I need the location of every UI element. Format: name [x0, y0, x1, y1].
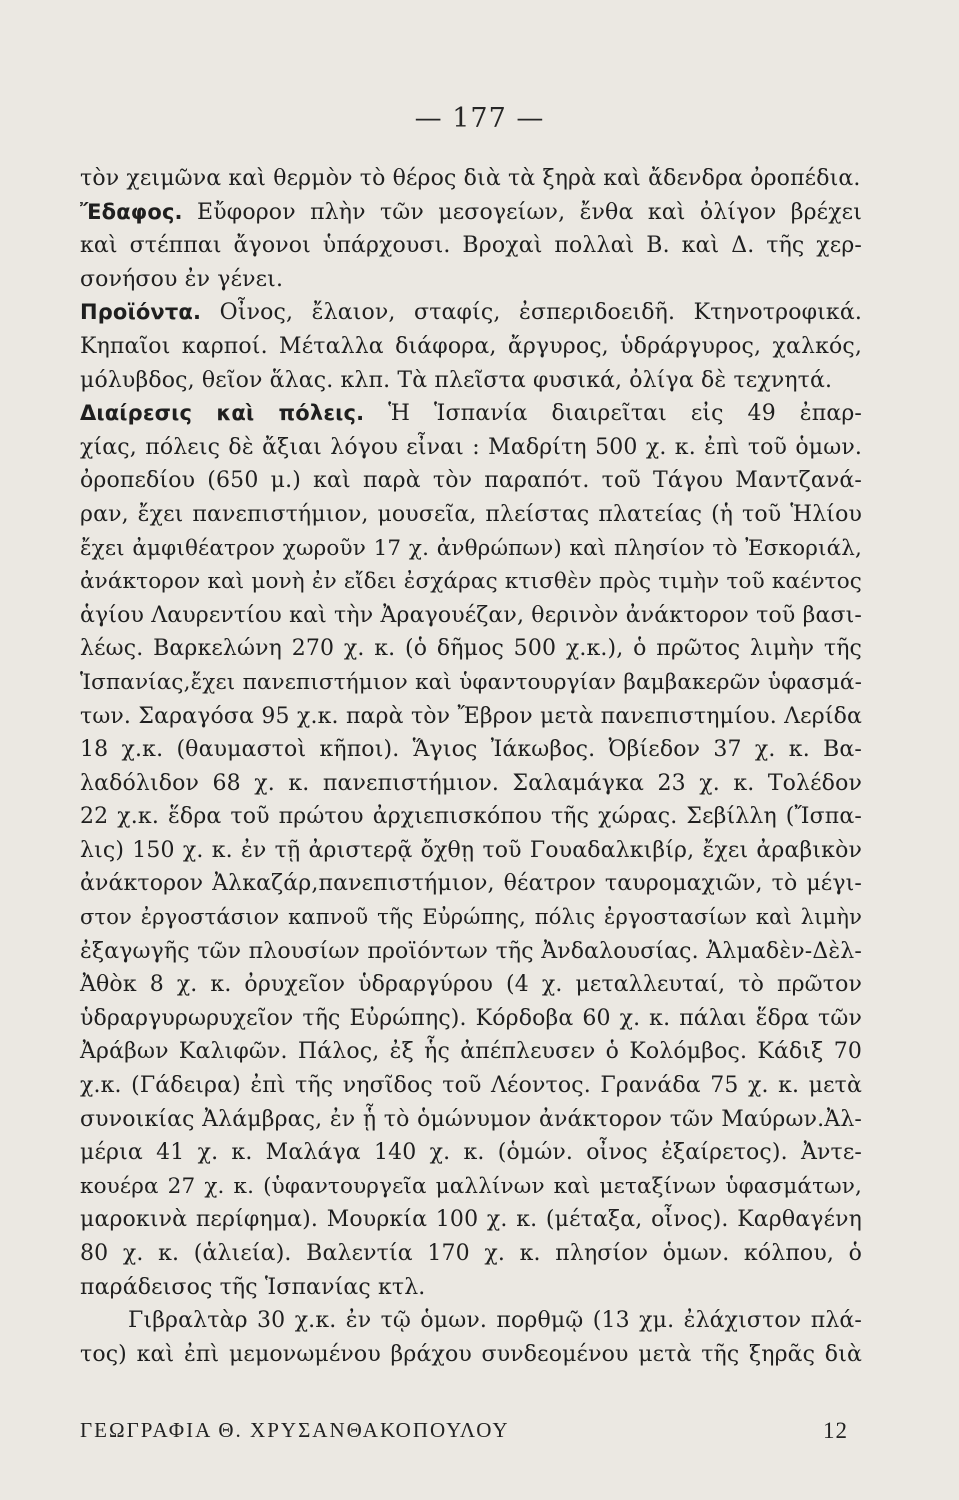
- page-number: — 177 —: [414, 103, 545, 134]
- line-text: ἀνάκτορον καὶ μονὴ ἐν εἴδει ἐσχάρας κτισθὲν πρὸς τιμὴν τοῦ καέντος: [80, 569, 862, 595]
- line-text: παράδεισος τῆς Ἱσπανίας κτλ.: [80, 1274, 426, 1300]
- text-line: [80, 1069, 862, 1103]
- text-line: [80, 767, 862, 801]
- text-line: [80, 498, 862, 532]
- text-line: [80, 1271, 862, 1305]
- text-line: [80, 867, 862, 901]
- text-line: [80, 968, 862, 1002]
- line-text: ἁγίου Λαυρεντίου καὶ τὴν Ἀραγουέζαν, θερινὸν ἀνάκτορον τοῦ βασι-: [80, 602, 862, 628]
- line-text: λαδόλιδον 68 χ. κ. πανεπιστήμιον. Σαλαμάγκα 23 χ. κ. Τολέδον: [80, 770, 862, 796]
- line-text: καὶ στέππαι ἄγονοι ὑπάρχουσι. Βροχαὶ πολλαὶ Β. καὶ Δ. τῆς χερ-: [80, 233, 862, 259]
- text-line: [80, 532, 862, 566]
- text-line: [80, 196, 862, 230]
- text-line: [80, 901, 862, 935]
- printer-signature: ΓΕΩΓΡΑΦΙΑ Θ. ΧΡΥΣΑΝΘΑΚΟΠΟΥΛΟΥ: [80, 1418, 510, 1442]
- text-line: [80, 162, 862, 196]
- text-line: [80, 666, 862, 700]
- line-text: Ἱσπανίας,ἔχει πανεπιστήμιον καὶ ὑφαντουργίαν βαμβακερῶν ὑφασμά-: [80, 669, 862, 695]
- line-text: Ἡ Ἱσπανία διαιρεῖται εἰς 49 ἐπαρ-: [364, 401, 862, 427]
- text-line: [80, 296, 862, 330]
- line-text: χ.κ. (Γάδειρα) ἐπὶ τῆς νησῖδος τοῦ Λέοντος. Γρανάδα 75 χ. κ. μετὰ: [80, 1073, 862, 1099]
- section-heading: Διαίρεσις καὶ πόλεις.: [80, 401, 365, 426]
- line-text: ἀνάκτορον Ἀλκαζάρ,πανεπιστήμιον, θέατρον ταυρομαχιῶν, τὸ μέγι-: [80, 871, 862, 897]
- text-line: [80, 599, 862, 633]
- page-footer: [80, 1418, 862, 1444]
- line-text: 80 χ. κ. (ἁλιεία). Βαλεντία 170 χ. κ. πλησίον ὁμων. κόλπου, ὁ: [80, 1241, 862, 1266]
- line-text: μαροκινὰ περίφημα). Μουρκία 100 χ. κ. (μέταξα, οἶνος). Καρθαγένη: [80, 1207, 862, 1233]
- text-line: [80, 1002, 862, 1036]
- line-text: 18 χ.κ. (θαυμαστοὶ κῆποι). Ἅγιος Ἰάκωβος. Ὀβίεδον 37 χ. κ. Βα-: [80, 737, 862, 763]
- sheet-number: 12: [823, 1418, 848, 1443]
- text-line: [80, 431, 862, 465]
- line-text: χίας, πόλεις δὲ ἄξιαι λόγου εἶναι : Μαδρίτη 500 χ. κ. ἐπὶ τοῦ ὁμων.: [80, 434, 862, 460]
- section-heading: Ἔδαφος.: [80, 199, 183, 224]
- line-text: μόλυβδος, θεῖον ἅλας. κλπ. Τὰ πλεῖστα φυσικά, ὀλίγα δὲ τεχνητά.: [80, 367, 833, 393]
- line-text: ραν, ἔχει πανεπιστήμιον, μουσεῖα, πλείστας πλατείας (ἡ τοῦ Ἡλίου: [80, 501, 862, 527]
- text-line: [80, 263, 862, 297]
- line-text: μέρια 41 χ. κ. Μαλάγα 140 χ. κ. (ὁμών. οἶνος ἐξαίρετος). Ἀντε-: [80, 1140, 862, 1166]
- text-line: [80, 1203, 862, 1237]
- text-line: [80, 364, 862, 398]
- line-text: λέως. Βαρκελώνη 270 χ. κ. (ὁ δῆμος 500 χ.κ.), ὁ πρῶτος λιμὴν τῆς: [80, 636, 862, 662]
- line-text: Εὔφορον πλὴν τῶν μεσογείων, ἔνθα καὶ ὀλίγον βρέχει: [182, 199, 862, 225]
- text-line: [80, 1103, 862, 1137]
- body-text: [80, 162, 862, 1371]
- text-line: [80, 800, 862, 834]
- text-line: [80, 632, 862, 666]
- line-text: Ἀράβων Καλιφῶν. Πάλος, ἐξ ἧς ἀπέπλευσεν ὁ Κολόμβος. Κάδιξ 70: [80, 1039, 862, 1065]
- text-line: [80, 700, 862, 734]
- text-line: [80, 464, 862, 498]
- line-text: σονήσου ἐν γένει.: [80, 266, 284, 292]
- line-text: Ἀθὸκ 8 χ. κ. ὀρυχεῖον ὑδραργύρου (4 χ. μεταλλευταί, τὸ πρῶτον: [80, 972, 862, 998]
- line-text: ἐξαγωγῆς τῶν πλουσίων προϊόντων τῆς Ἀνδαλουσίας. Ἀλμαδὲν-Δὲλ-: [80, 938, 862, 964]
- text-line: [80, 1035, 862, 1069]
- line-text: τος) καὶ ἐπὶ μεμονωμένου βράχου συνδεομένου μετὰ τῆς ξηρᾶς διὰ: [80, 1341, 862, 1367]
- line-text: των. Σαραγόσα 95 χ.κ. παρὰ τὸν Ἔβρον μετὰ πανεπιστημίου. Λερίδα: [80, 703, 862, 729]
- line-text: λις) 150 χ. κ. ἐν τῇ ἀριστερᾷ ὄχθῃ τοῦ Γουαδαλκιβίρ, ἔχει ἀραβικὸν: [80, 837, 862, 863]
- line-text: στον ἐργοστάσιον καπνοῦ τῆς Εὐρώπης, πόλις ἐργοστασίων καὶ λιμὴν: [80, 905, 862, 930]
- line-text: τὸν χειμῶνα καὶ θερμὸν τὸ θέρος διὰ τὰ ξηρὰ καὶ ἄδενδρα ὀροπέδια.: [80, 166, 861, 191]
- line-text: Οἶνος, ἔλαιον, σταφίς, ἐσπεριδοειδῆ. Κτηνοτροφικά.: [201, 300, 862, 326]
- text-line: [80, 834, 862, 868]
- text-line: [80, 1338, 862, 1372]
- text-line: [80, 1170, 862, 1204]
- text-line: [80, 1304, 862, 1338]
- text-line: [80, 565, 862, 599]
- text-line: [80, 733, 862, 767]
- line-text: ὀροπεδίου (650 μ.) καὶ παρὰ τὸν παραπότ. τοῦ Τάγου Μαντζανά-: [80, 468, 862, 494]
- text-line: [80, 330, 862, 364]
- line-text: ὑδραργυρωρυχεῖον τῆς Εὐρώπης). Κόρδοβα 60 χ. κ. πάλαι ἕδρα τῶν: [80, 1005, 862, 1031]
- line-text: ἔχει ἀμφιθέατρον χωροῦν 17 χ. ἀνθρώπων) καὶ πλησίον τὸ Ἐσκοριάλ,: [80, 535, 862, 561]
- text-line: [80, 397, 862, 431]
- line-text: Κηπαῖοι καρποί. Μέταλλα διάφορα, ἄργυρος, ὑδράργυρος, χαλκός,: [80, 333, 862, 359]
- text-line: [80, 229, 862, 263]
- line-text: συνοικίας Ἀλάμβρας, ἐν ᾗ τὸ ὁμώνυμον ἀνάκτορον τῶν Μαύρων.Ἀλ-: [80, 1106, 862, 1132]
- line-text: κουέρα 27 χ. κ. (ὑφαντουργεῖα μαλλίνων καὶ μεταξίνων ὑφασμάτων,: [80, 1173, 862, 1199]
- text-line: [80, 1136, 862, 1170]
- line-text: Γιβραλτὰρ 30 χ.κ. ἐν τῷ ὁμων. πορθμῷ (13 χμ. ἐλάχιστον πλά-: [128, 1308, 862, 1334]
- text-line: [80, 1237, 862, 1271]
- section-heading: Προϊόντα.: [80, 300, 202, 325]
- text-line: [80, 935, 862, 969]
- line-text: 22 χ.κ. ἕδρα τοῦ πρώτου ἀρχιεπισκόπου τῆς χώρας. Σεβίλλη (Ἴσπα-: [80, 804, 862, 830]
